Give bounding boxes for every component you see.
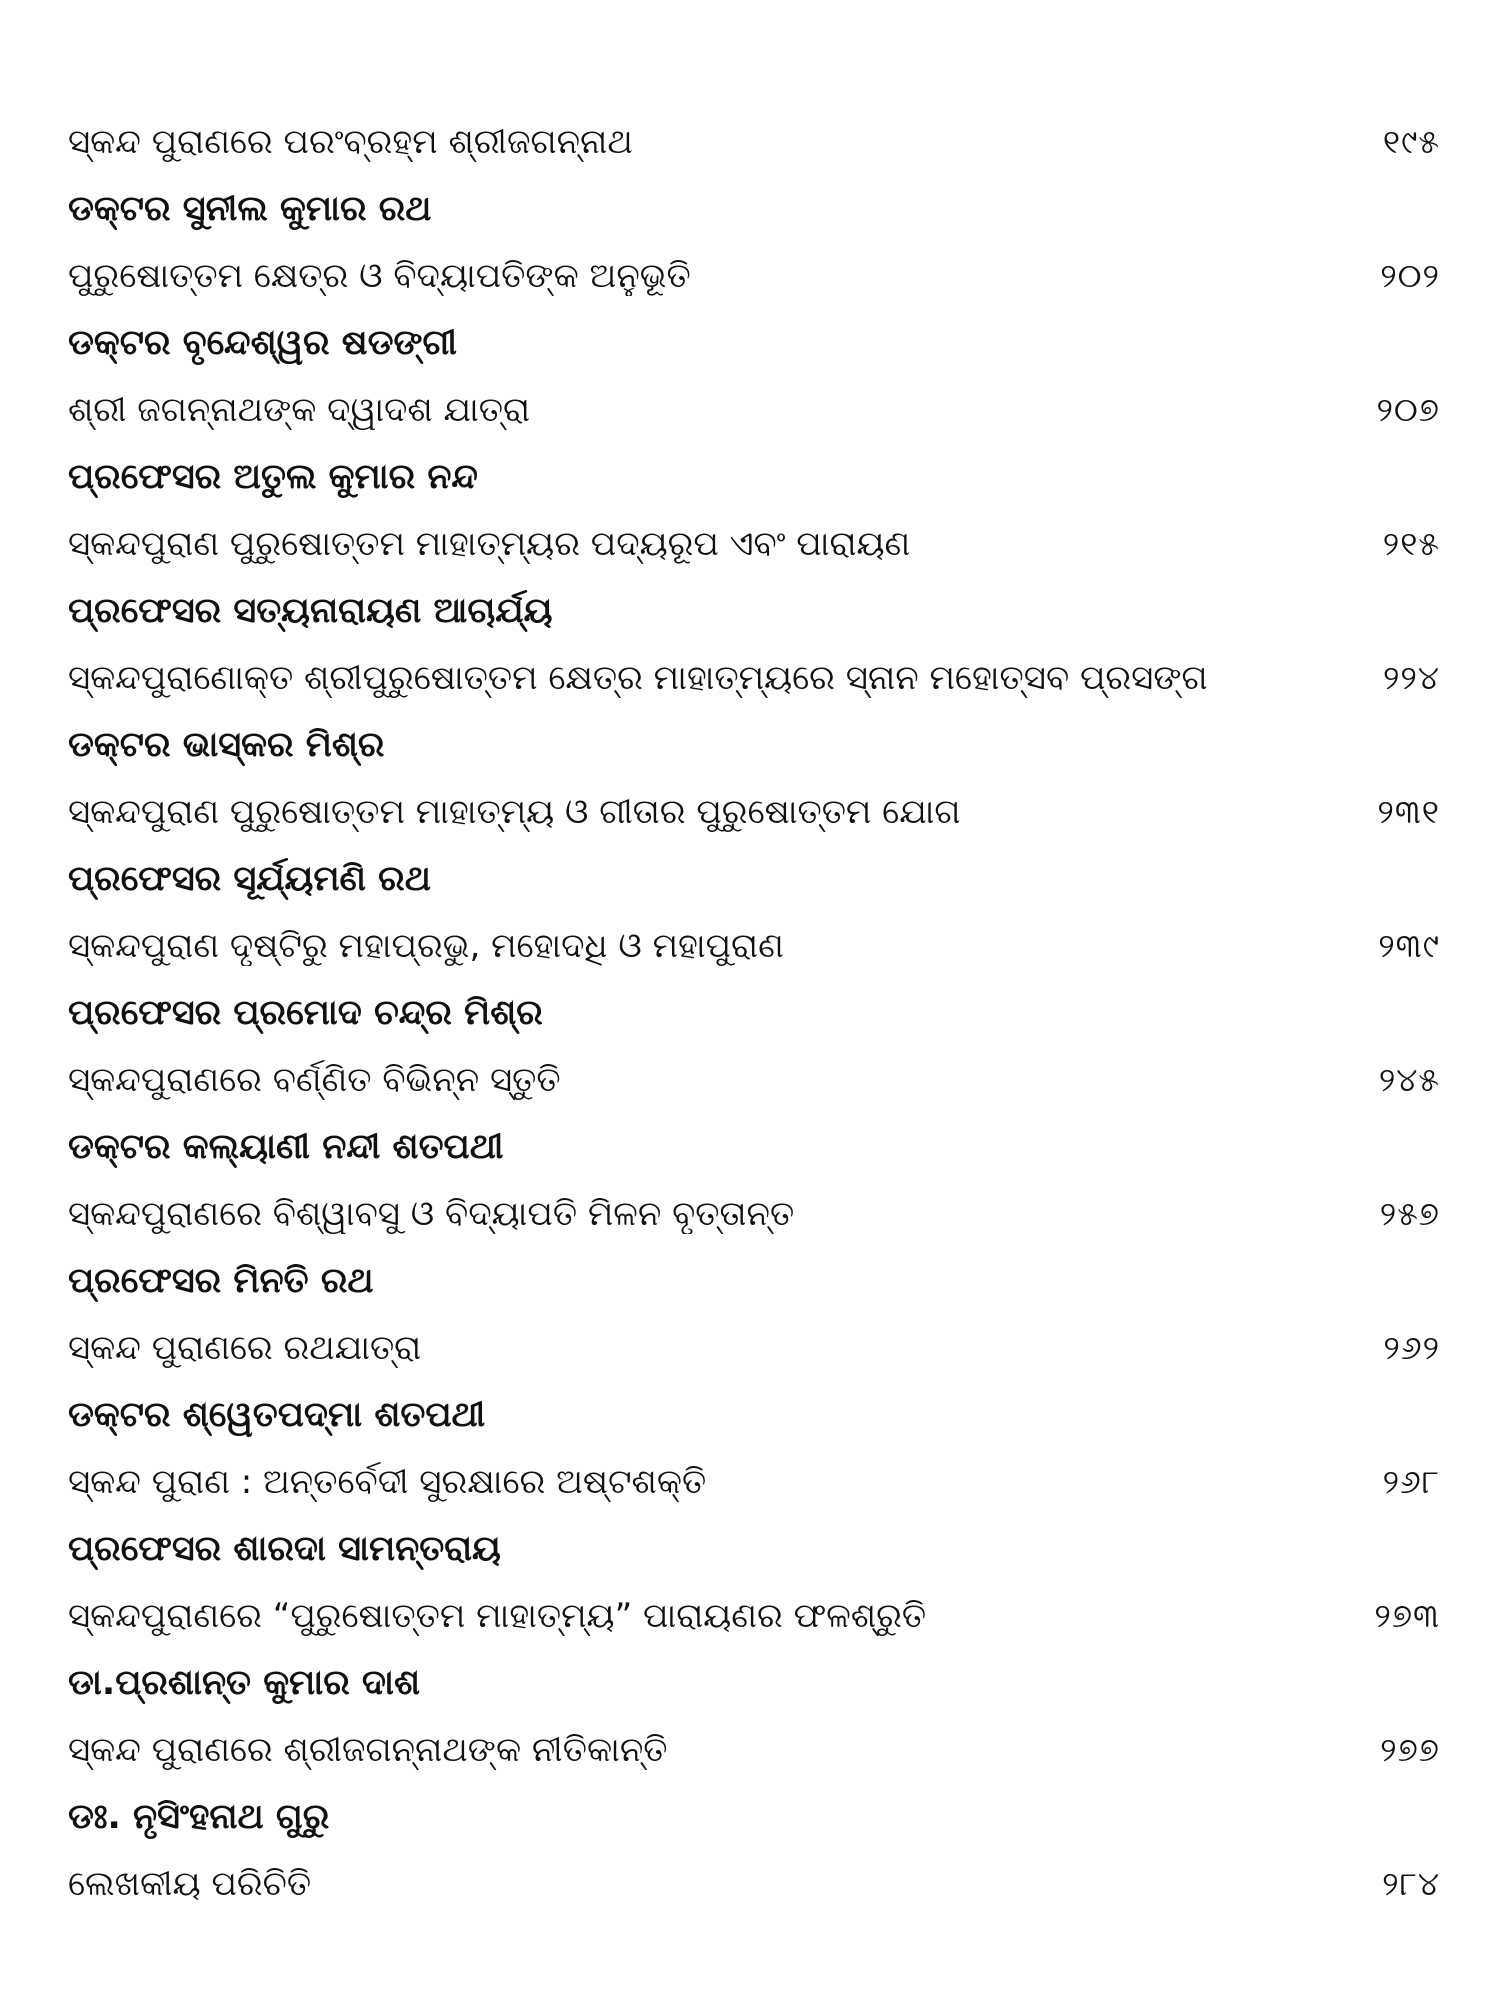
toc-title-row [68, 108, 1440, 175]
toc-title-row [68, 1180, 1440, 1247]
toc-entry [68, 912, 1440, 1046]
chapter-title: ସ୍କନ୍ଦପୁରାଣରେ ବର୍ଣ୍ଣିତ ବିଭିନ୍ନ ସ୍ତୁତି [68, 1059, 561, 1100]
page-number: ୨୭୭ [1380, 1729, 1440, 1769]
toc-title-row [68, 1850, 1440, 1917]
toc-entry [68, 644, 1440, 778]
toc-entry [68, 1314, 1440, 1448]
page-number: ୨୪୫ [1378, 1059, 1440, 1099]
author-name: ଡକ୍ଟର କଲ୍ୟାଣୀ ନନ୍ଦୀ ଶତପଥୀ [68, 1126, 504, 1167]
chapter-title: ସ୍କନ୍ଦ ପୁରାଣରେ ଶ୍ରୀଜଗନ୍ନାଥଙ୍କ ନୀତିକାନ୍ତି [68, 1729, 668, 1770]
author-name: ପ୍ରଫେସର ମିନତି ରଥ [68, 1260, 374, 1301]
page-number: ୧୯୫ [1382, 121, 1440, 161]
page-number: ୨୫୭ [1379, 1193, 1440, 1233]
author-name: ଡା.ପ୍ରଶାନ୍ତ କୁମାର ଦାଶ [68, 1662, 421, 1703]
toc-entry [68, 510, 1440, 644]
author-name: ପ୍ରଫେସର ଶାରଦା ସାମନ୍ତରାୟ [68, 1528, 501, 1569]
toc-entry [68, 778, 1440, 912]
toc-entry [68, 1582, 1440, 1716]
toc-title-row [68, 778, 1440, 845]
chapter-title: ଲେଖକୀୟ ପରିଚିତି [68, 1863, 312, 1904]
author-name: ଡଃ. ନୃସିଂହନାଥ ଗୁରୁ [68, 1796, 330, 1837]
author-name: ଡକ୍ଟର ସୁନୀଲ କୁମାର ରଥ [68, 188, 432, 229]
toc-title-row [68, 510, 1440, 577]
chapter-title: ଶ୍ରୀ ଜଗନ୍ନାଥଙ୍କ ଦ୍ୱାଦଶ ଯାତ୍ରା [68, 389, 530, 430]
toc-entry [68, 1850, 1440, 1917]
page-number: ୨୦୨ [1380, 255, 1440, 295]
toc-entry [68, 376, 1440, 510]
page-number: ୨୦୭ [1376, 389, 1440, 429]
toc-title-row [68, 644, 1440, 711]
author-name: ଡକ୍ଟର ଶ୍ୱେତପଦ୍ମା ଶତପଥୀ [68, 1394, 486, 1435]
author-name: ପ୍ରଫେସର ସତ୍ୟନାରାୟଣ ଆଚାର୍ଯ୍ୟ [68, 590, 553, 631]
page-number: ୨୨୪ [1382, 657, 1440, 697]
author-name: ପ୍ରଫେସର ପ୍ରମୋଦ ଚନ୍ଦ୍ର ମିଶ୍ର [68, 992, 543, 1033]
chapter-title: ସ୍କନ୍ଦପୁରାଣୋକ୍ତ ଶ୍ରୀପୁରୁଷୋତ୍ତମ କ୍ଷେତ୍ର ମାହାତ୍ମ୍ୟରେ ସ୍ନାନ ମହୋତ୍ସବ ପ୍ରସଙ୍ଗ [68, 657, 1208, 698]
author-name: ପ୍ରଫେସର ଅତୁଲ କୁମାର ନନ୍ଦ [68, 456, 478, 497]
toc-entry [68, 242, 1440, 376]
toc-title-row [68, 912, 1440, 979]
chapter-title: ସ୍କନ୍ଦପୁରାଣ ପୁରୁଷୋତ୍ତମ ମାହାତ୍ମ୍ୟ ଓ ଗୀତାର ପୁରୁଷୋତ୍ତମ ଯୋଗ [68, 791, 961, 832]
toc-entry [68, 1046, 1440, 1180]
chapter-title: ସ୍କନ୍ଦ ପୁରାଣରେ ରଥଯାତ୍ରା [68, 1327, 422, 1368]
chapter-title: ସ୍କନ୍ଦପୁରାଣ ପୁରୁଷୋତ୍ତମ ମାହାତ୍ମ୍ୟର ପଦ୍ୟରୂପ ଏବଂ ପାରାୟଣ [68, 523, 911, 564]
table-of-contents [68, 108, 1440, 1917]
author-name: ପ୍ରଫେସର ସୂର୍ଯ୍ୟମଣି ରଥ [68, 858, 431, 899]
page-number: ୨୧୫ [1382, 523, 1440, 563]
toc-title-row [68, 376, 1440, 443]
toc-title-row [68, 1314, 1440, 1381]
page-number: ୨୭୩ [1374, 1595, 1440, 1635]
chapter-title: ସ୍କନ୍ଦ ପୁରାଣରେ ପରଂବ୍ରହ୍ମ ଶ୍ରୀଜଗନ୍ନାଥ [68, 121, 633, 162]
toc-entry [68, 1180, 1440, 1314]
chapter-title: ସ୍କନ୍ଦପୁରାଣରେ ବିଶ୍ୱାବସୁ ଓ ବିଦ୍ୟାପତି ମିଳନ ବୃତ୍ତାନ୍ତ [68, 1193, 795, 1234]
chapter-title: ପୁରୁଷୋତ୍ତମ କ୍ଷେତ୍ର ଓ ବିଦ୍ୟାପତିଙ୍କ ଅନୁଭୂତି [68, 255, 691, 296]
toc-entry [68, 1448, 1440, 1582]
chapter-title: ସ୍କନ୍ଦପୁରାଣ ଦୃଷ୍ଟିରୁ ମହାପ୍ରଭୁ, ମହୋଦଧି ଓ ମହାପୁରାଣ [68, 925, 784, 966]
toc-entry [68, 1716, 1440, 1850]
page-number: ୨୩୯ [1378, 925, 1440, 965]
author-name: ଡକ୍ଟର ଭାସ୍କର ମିଶ୍ର [68, 724, 385, 765]
chapter-title: ସ୍କନ୍ଦପୁରାଣରେ “ପୁରୁଷୋତ୍ତମ ମାହାତ୍ମ୍ୟ” ପାରାୟଣର ଫଳଶ୍ରୁତି [68, 1595, 927, 1636]
chapter-title: ସ୍କନ୍ଦ ପୁରାଣ : ଅନ୍ତର୍ବେଦୀ ସୁରକ୍ଷାରେ ଅଷ୍ଟଶକ୍ତି [68, 1461, 707, 1502]
toc-title-row [68, 242, 1440, 309]
page-number: ୨୩୧ [1377, 791, 1440, 831]
author-name: ଡକ୍ଟର ବୃନ୍ଦେଶ୍ୱର ଷଡଙ୍ଗୀ [68, 322, 458, 363]
toc-title-row [68, 1716, 1440, 1783]
toc-title-row [68, 1046, 1440, 1113]
page-number: ୨୬୨ [1383, 1327, 1440, 1367]
page-number: ୨୬୮ [1382, 1461, 1440, 1501]
page-number: ୨୮୪ [1382, 1863, 1440, 1903]
toc-title-row [68, 1448, 1440, 1515]
toc-entry [68, 108, 1440, 242]
toc-title-row [68, 1582, 1440, 1649]
